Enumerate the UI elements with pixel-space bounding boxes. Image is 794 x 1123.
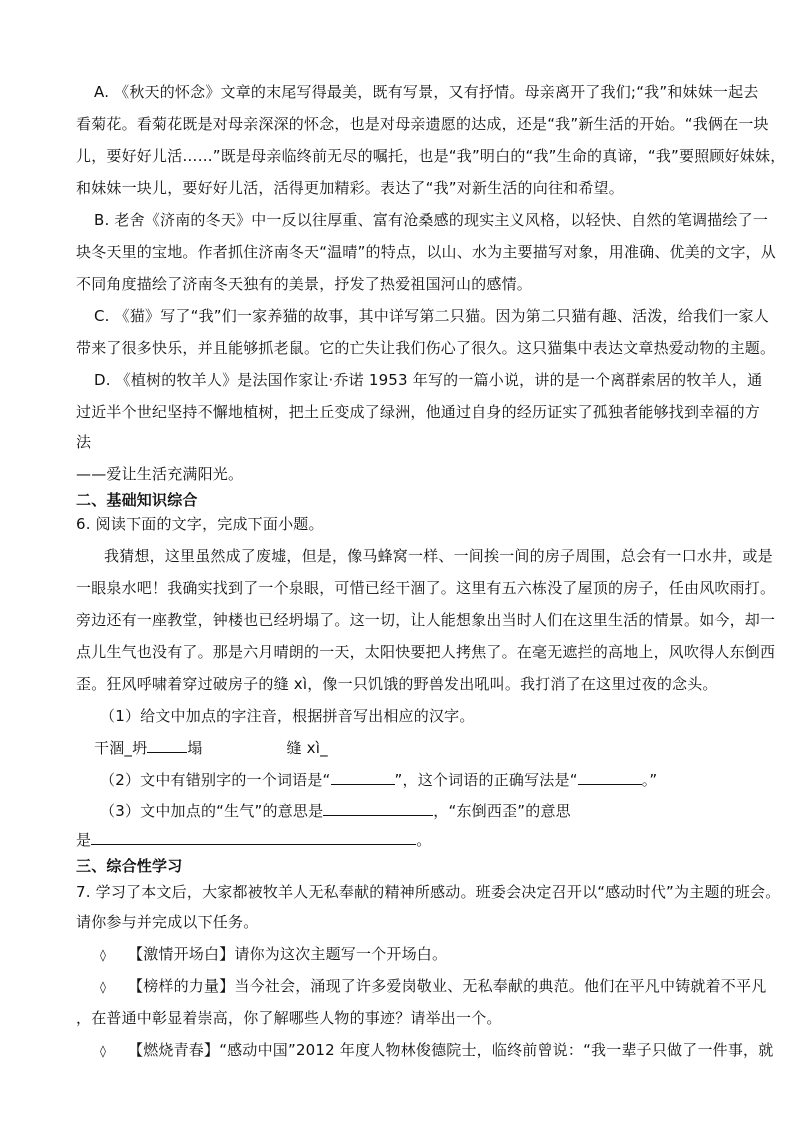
task-3 xyxy=(100,1040,780,1061)
passage-line-4: 点儿生气也没有了。那是六月晴朗的一天，太阳快要把人拷焦了。在毫无遮拦的高地上，风吹得人东倒西 xyxy=(76,643,776,661)
sub-question-3-line-2 xyxy=(76,830,756,850)
answer-blank-meaning-1[interactable] xyxy=(323,801,433,816)
option-d-line-2: 过近半个世纪坚持不懈地植树，把土丘变成了绿洲，他通过自身的经历证实了孤独者能够找到幸福的方 xyxy=(76,403,761,421)
task-2-line-2: ，在普通中彰显着崇高，你了解哪些人物的事迹？请举出一个。 xyxy=(76,1009,502,1027)
sub-question-2-part-1: （2）文中有错别字的一个词语是“ xyxy=(100,771,331,789)
sub-question-1-blanks xyxy=(94,738,774,758)
bullet-icon: ◊ xyxy=(100,980,107,994)
task-3-text: 【燃烧青春】“感动中国”2012 年度人物林俊德院士，临终前曾说：“我一辈子只做了一件事，就 xyxy=(128,1041,774,1059)
bullet-icon: ◊ xyxy=(100,1044,107,1058)
answer-blank-1[interactable] xyxy=(147,738,187,753)
sub-question-2-part-2: ”，这个词语的正确写法是“ xyxy=(394,771,578,789)
question-7-line-2: 请你参与并完成以下任务。 xyxy=(76,913,259,931)
sub-question-3-part-4: 。 xyxy=(416,831,432,849)
sub-question-3-part-2: ，“东倒西歪”的意思 xyxy=(433,802,571,820)
blank-1-prefix: 干涸_坍 xyxy=(94,739,148,757)
bullet-icon: ◊ xyxy=(100,948,107,962)
section-3-title: 三、综合性学习 xyxy=(76,857,183,875)
passage-line-1: 我猜想，这里虽然成了废墟，但是，像马蜂窝一样、一间挨一间的房子周围，总会有一口水井，或是 xyxy=(104,547,773,565)
question-6-intro: 6. 阅读下面的文字，完成下面小题。 xyxy=(76,515,324,533)
question-7-line-1: 7. 学习了本文后，大家都被牧羊人无私奉献的精神所感动。班委会决定召开以“感动时代”为主题的班会。 xyxy=(76,883,781,901)
task-1 xyxy=(100,944,780,965)
sub-question-3 xyxy=(100,801,780,821)
blank-1-suffix: 塌 xyxy=(187,739,203,757)
option-d-line-1: D. 《植树的牧羊人》是法国作家让·乔诺 1953 年写的一篇小说，讲的是一个离群索居的牧羊人，通 xyxy=(94,371,763,389)
option-d-line-4: ——爱让生活充满阳光。 xyxy=(76,465,244,483)
answer-blank-meaning-2[interactable] xyxy=(91,830,416,845)
sub-question-3-part-3: 是 xyxy=(76,831,92,849)
option-b-line-1: B. 老舍《济南的冬天》中一反以往厚重、富有沧桑感的现实主义风格，以轻快、自然的笔调描绘了一 xyxy=(94,211,769,229)
option-a-line-4: 和妹妹一块儿，要好好儿活，活得更加精彩。表达了“我”对新生活的向往和希望。 xyxy=(76,179,624,197)
task-1-text: 【激情开场白】请你为这次主题写一个开场白。 xyxy=(128,945,448,963)
option-d-line-3: 法 xyxy=(76,433,92,451)
option-a-line-1: A. 《秋天的怀念》文章的末尾写得最美，既有写景，又有抒情。母亲离开了我们;“我”和妹妹一起去 xyxy=(94,83,759,101)
answer-blank-correct-word[interactable] xyxy=(578,770,642,785)
task-2-text-line-1: 【榜样的力量】当今社会，涌现了许多爱岗敬业、无私奉献的典范。他们在平凡中铸就着不平凡 xyxy=(128,977,767,995)
sub-question-3-part-1: （3）文中加点的“生气”的意思是 xyxy=(100,802,324,820)
answer-blank-wrong-word[interactable] xyxy=(331,770,395,785)
sub-question-2-part-3: 。” xyxy=(641,771,658,789)
option-c-line-1: C. 《猫》写了“我”们一家养猫的故事，其中详写第二只猫。因为第二只猫有趣、活泼，给我们一家人 xyxy=(94,307,769,325)
sub-question-2 xyxy=(100,770,780,790)
passage-line-5: 歪。狂风呼啸着穿过破房子的缝 xì，像一只饥饿的野兽发出吼叫。我打消了在这里过夜的念头。 xyxy=(76,675,718,693)
option-c-line-2: 带来了很多快乐，并且能够抓老鼠。它的亡失让我们伤心了很久。这只猫集中表达文章热爱动物的主题。 xyxy=(76,339,776,357)
sub-question-1: （1）给文中加点的字注音，根据拼音写出相应的汉字。 xyxy=(100,707,475,725)
option-b-line-3: 不同角度描绘了济南冬天独有的美景，抒发了热爱祖国河山的感情。 xyxy=(76,275,533,293)
blank-2-prefix: 缝 xì_ xyxy=(286,739,328,757)
task-2 xyxy=(100,976,780,997)
passage-line-3: 旁边还有一座教堂，钟楼也已经坍塌了。这一切，让人能想象出当时人们在这里生活的情景。如今，却一 xyxy=(76,611,776,629)
option-a-line-2: 看菊花。看菊花既是对母亲深深的怀念，也是对母亲遗愿的达成，还是“我”新生活的开始。“我俩在一块 xyxy=(76,115,769,133)
option-b-line-2: 块冬天里的宝地。作者抓住济南冬天“温晴”的特点，以山、水为主要描写对象，用准确、优美的文字，从 xyxy=(76,243,776,261)
section-2-title: 二、基础知识综合 xyxy=(76,491,198,509)
option-a-line-3: 儿，要好好儿活……”既是母亲临终前无尽的嘱托，也是“我”明白的“我”生命的真谛，“我”要照顾好妹妹， xyxy=(76,147,786,165)
passage-line-2: 一眼泉水吧！我确实找到了一个泉眼，可惜已经干涸了。这里有五六栋没了屋顶的房子，任由风吹雨打。 xyxy=(76,579,776,597)
